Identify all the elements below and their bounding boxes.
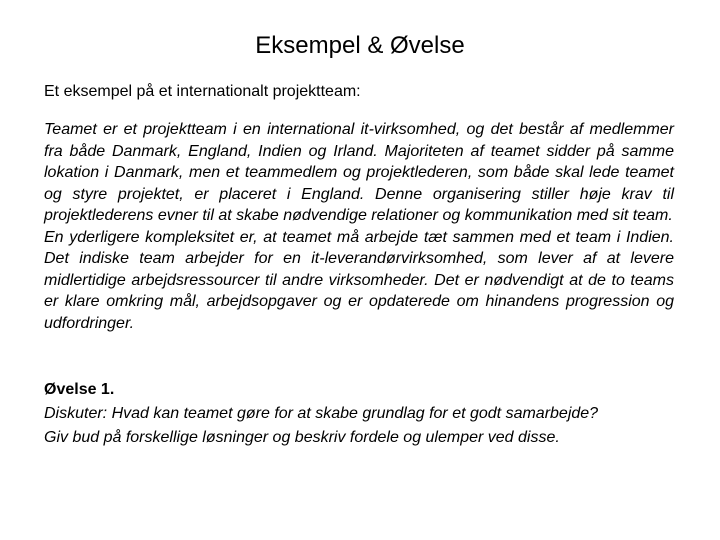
exercise-heading: Øvelse 1. [44, 381, 115, 398]
case-description [44, 119, 674, 334]
exercise-line-1: Diskuter: Hvad kan teamet gøre for at skabe grundlag for et godt samarbejde? [44, 405, 599, 422]
exercise-block [44, 378, 684, 450]
paragraph-1: Teamet er et projektteam i en international it-virksomhed, og det består af medlemmer fra både Danmark, England, Indien og Irland. Majoriteten af teamet sidder på samme lokation i Danmark, men et teammedlem og projektlederen, som både skal lede teamet og styre projektet, er placeret i England. Denne organisering stiller høje krav til projektlederens evner til at skabe nødvendige relationer og kommunikation med sit team. [44, 121, 674, 224]
intro-text: Et eksempel på et internationalt projektteam: [44, 83, 361, 100]
slide-title: Eksempel & Øvelse [255, 32, 465, 59]
paragraph-2: En yderligere kompleksitet er, at teamet må arbejde tæt sammen med et team i Indien. Det indiske team arbejder for en it-leverandørvirksomhed, som lever af at levere midlertidige arbejdsressourcer til andre virksomheder. Det er nødvendigt at de to teams er klare omkring mål, arbejdsopgaver og er opdaterede om hinandens progression og udfordringer. [44, 228, 674, 332]
exercise-line-2: Giv bud på forskellige løsninger og beskriv fordele og ulemper ved disse. [44, 429, 560, 446]
